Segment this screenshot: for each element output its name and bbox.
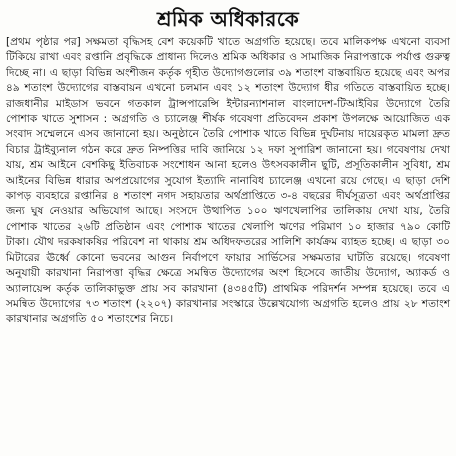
article-body (6, 35, 450, 328)
continuation-label: [প্রথম পৃষ্ঠার পর] (6, 36, 81, 48)
article-text: সক্ষমতা বৃদ্ধিসহ বেশ কয়েকটি খাতে অগ্রগতি হয়েছে। তবে মালিকপক্ষ এখনো ব্যবসা টিকিয়ে রাখা এবং রপ্তানি প্রবৃদ্ধিকে প্রাধান্য দিলেও শ্রমিক অধিকার ও সামাজিক নিরাপত্তাকে পর্যাপ্ত গুরুত্ব দিচ্ছে না। এ ছাড়া বিভিন্ন অংশীজন কর্তৃক গৃহীত উদ্যোগগুলোর ৩৯ শতাংশ বাস্তবায়িত হয়েছে এবং অপর ৪৯ শতাংশ উদ্যোগের বাস্তবায়ন এখনো চলমান এবং ১২ শতাংশ উদ্যোগ ধীর গতিতে বাস্তবায়িত হচ্ছে। রাজধানীর মাইডাস ভবনে গতকাল ট্রান্সপারেন্সি ইন্টারন্যাশনাল বাংলাদেশ-টিআইবির উদ্যোগে তৈরি পোশাক খাতে সুশাসন : অগ্রগতি ও চ্যালেঞ্জ শীর্ষক গবেষণা প্রতিবেদন প্রকাশ উপলক্ষে আয়োজিত এক সংবাদ সম্মেলনে এসব জানানো হয়। অনুষ্ঠানে তৈরি পোশাক খাতে বিভিন্ন দুর্ঘটনায় দায়েরকৃত মামলা দ্রুত বিচার ট্রাইব্যুনাল গঠন করে দ্রুত নিষ্পত্তির দাবি জানিয়ে ১২ দফা সুপারিশ জানানো হয়। গবেষণায় দেখা যায়, শ্রম আইনে বেশকিছু ইতিবাচক সংশোধন আনা হলেও উৎসবকালীন ছুটি, প্রসূতিকালীন সুবিধা, শ্রম আইনের বিভিন্ন ধারার অপপ্রয়োগের সুযোগ ইত্যাদি নানাবিধ চ্যালেঞ্জ এখনো রয়ে গেছে। এ ছাড়া দেশি কাপড় ব্যবহারে রপ্তানির ৪ শতাংশ নগদ সহায়তার অর্থপ্রাপ্তিতে ৩-৪ বছরের দীর্ঘসূত্রতা এবং অর্থপ্রাপ্তির জন্য ঘুষ নেওয়ার অভিযোগ আছে। সংসদে উত্থাপিত ১০০ ঋণখেলাপির তালিকায় দেখা যায়, তৈরি পোশাক খাতের ২৬টি প্রতিষ্ঠান এবং পোশাক খাতের খেলাপি ঋণের পরিমাণ ১০ হাজার ৭৯০ কোটি টাকা। যৌথ দরকষাকষির পরিবেশ না থাকায় শ্রম অধিদফতরের সালিশি কার্যক্রম ব্যাহত হচ্ছে। এ ছাড়া ৩০ মিটারের ঊর্ধ্বে কোনো ভবনের আগুন নির্বাপণে ফায়ার সার্ভিসের সক্ষমতার ঘাটতি রয়েছে। গবেষণা অনুযায়ী কারখানা নিরাপত্তা বৃদ্ধির ক্ষেত্রে সমন্বিত উদ্যোগের অংশ হিসেবে জাতীয় উদ্যোগ, অ্যাকর্ড ও অ্যালায়েন্স কর্তৃক তালিকাভুক্ত প্রায় সব কারখানা (৪৩৪৫টি) প্রাথমিক পরিদর্শন সম্পন্ন হয়েছে। তবে এ সমন্বিত উদ্যোগের ৭৩ শতাংশ (২২০৭) কারখানার সংস্কারে উল্লেখযোগ্য অগ্রগতি হলেও প্রায় ২৮ শতাংশ কারখানার অগ্রগতি ৫০ শতাংশের নিচে। (6, 36, 450, 326)
article-headline: শ্রমিক অধিকারকে (156, 7, 300, 31)
